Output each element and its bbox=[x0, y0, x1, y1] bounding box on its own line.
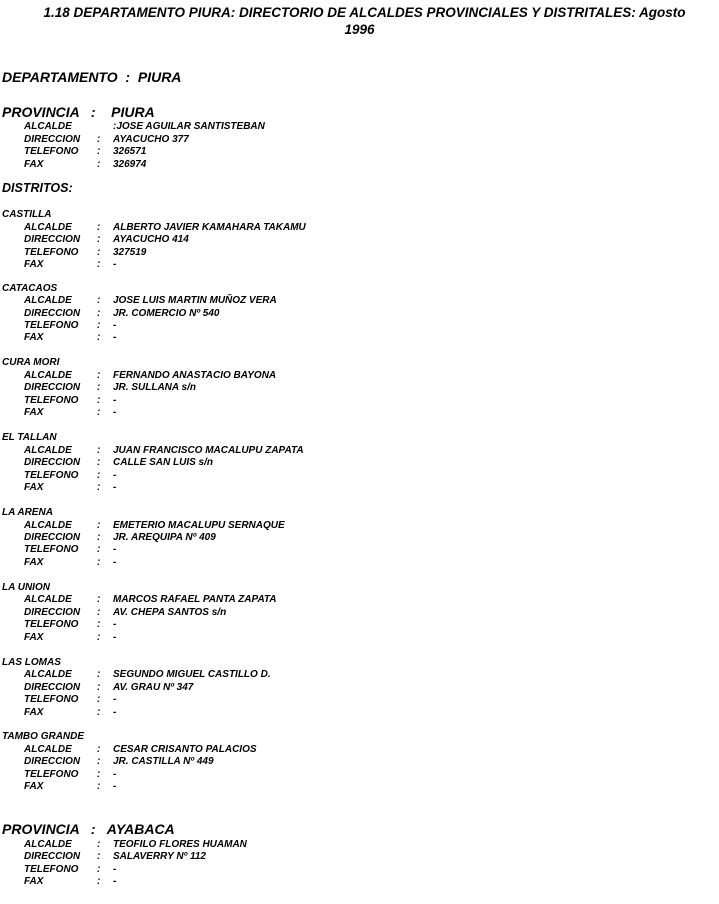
field-value: JR. AREQUIPA Nº 409 bbox=[113, 532, 216, 543]
provincia-ayabaca-heading: PROVINCIA : AYABACA bbox=[2, 821, 175, 837]
field-colon: : bbox=[97, 295, 101, 306]
field-colon: : bbox=[97, 839, 101, 850]
field-value: SEGUNDO MIGUEL CASTILLO D. bbox=[113, 669, 271, 680]
field-label: ALCALDE bbox=[24, 370, 72, 381]
field-value: AV. GRAU Nº 347 bbox=[113, 682, 194, 693]
field-value: 326571 bbox=[113, 146, 147, 157]
field-value: :JOSE AGUILAR SANTISTEBAN bbox=[113, 121, 265, 132]
field-value: - bbox=[113, 470, 117, 481]
field-label: ALCALDE bbox=[24, 669, 72, 680]
field-label: FAX bbox=[24, 332, 44, 343]
field-label: TELEFONO bbox=[24, 694, 79, 705]
field-colon: : bbox=[97, 445, 101, 456]
field-value: TEOFILO FLORES HUAMAN bbox=[113, 839, 247, 850]
field-colon: : bbox=[97, 864, 101, 875]
field-value: - bbox=[113, 707, 117, 718]
field-label: FAX bbox=[24, 407, 44, 418]
document-title bbox=[0, 4, 719, 38]
field-label: DIRECCION bbox=[24, 682, 81, 693]
field-colon: : bbox=[97, 756, 101, 767]
field-colon: : bbox=[97, 520, 101, 531]
field-value: - bbox=[113, 544, 117, 555]
field-colon: : bbox=[97, 769, 101, 780]
field-value: - bbox=[113, 632, 117, 643]
field-value: - bbox=[113, 557, 117, 568]
field-value: SALAVERRY Nº 112 bbox=[113, 851, 206, 862]
field-value: EMETERIO MACALUPU SERNAQUE bbox=[113, 520, 285, 531]
field-label: FAX bbox=[24, 557, 44, 568]
field-value: CESAR CRISANTO PALACIOS bbox=[113, 744, 257, 755]
field-label: DIRECCION bbox=[24, 134, 81, 145]
field-label: DIRECCION bbox=[24, 382, 81, 393]
field-label: FAX bbox=[24, 482, 44, 493]
field-value: MARCOS RAFAEL PANTA ZAPATA bbox=[113, 594, 277, 605]
field-value: ALBERTO JAVIER KAMAHARA TAKAMU bbox=[113, 222, 306, 233]
field-colon: : bbox=[97, 382, 101, 393]
field-label: ALCALDE bbox=[24, 295, 72, 306]
field-value: 327519 bbox=[113, 247, 147, 258]
field-colon: : bbox=[97, 781, 101, 792]
field-colon: : bbox=[97, 470, 101, 481]
field-colon: : bbox=[97, 407, 101, 418]
field-label: TELEFONO bbox=[24, 769, 79, 780]
field-label: ALCALDE bbox=[24, 445, 72, 456]
field-colon: : bbox=[97, 146, 101, 157]
field-label: TELEFONO bbox=[24, 864, 79, 875]
field-colon: : bbox=[97, 332, 101, 343]
field-value: AV. CHEPA SANTOS s/n bbox=[113, 607, 227, 618]
field-colon: : bbox=[97, 457, 101, 468]
field-value: JOSE LUIS MARTIN MUÑOZ VERA bbox=[113, 295, 277, 306]
field-value: - bbox=[113, 769, 117, 780]
field-value: JR. COMERCIO Nº 540 bbox=[113, 308, 220, 319]
field-colon: : bbox=[97, 544, 101, 555]
field-colon: : bbox=[97, 234, 101, 245]
distritos-heading: DISTRITOS: bbox=[2, 181, 73, 195]
field-label: ALCALDE bbox=[24, 839, 72, 850]
field-label: TELEFONO bbox=[24, 146, 79, 157]
field-value: JUAN FRANCISCO MACALUPU ZAPATA bbox=[113, 445, 304, 456]
field-label: TELEFONO bbox=[24, 544, 79, 555]
field-label: DIRECCION bbox=[24, 607, 81, 618]
field-colon: : bbox=[97, 876, 101, 887]
district-name: LA ARENA bbox=[2, 507, 53, 518]
field-label: DIRECCION bbox=[24, 851, 81, 862]
field-colon: : bbox=[97, 308, 101, 319]
title-line-2: 1996 bbox=[344, 22, 375, 37]
field-value: - bbox=[113, 864, 117, 875]
field-colon: : bbox=[97, 707, 101, 718]
district-name: LA UNION bbox=[2, 582, 50, 593]
field-colon: : bbox=[97, 744, 101, 755]
title-line-1: 1.18 DEPARTAMENTO PIURA: DIRECTORIO DE ALCALDES PROVINCIALES Y DISTRITALES: Agosto bbox=[43, 5, 686, 20]
field-colon: : bbox=[97, 370, 101, 381]
district-name: CASTILLA bbox=[2, 209, 52, 220]
field-colon: : bbox=[97, 632, 101, 643]
field-colon: : bbox=[97, 247, 101, 258]
field-colon: : bbox=[97, 159, 101, 170]
field-value: - bbox=[113, 619, 117, 630]
field-label: ALCALDE bbox=[24, 520, 72, 531]
field-value: - bbox=[113, 781, 117, 792]
field-value: - bbox=[113, 407, 117, 418]
field-value: AYACUCHO 377 bbox=[113, 134, 189, 145]
district-name: EL TALLAN bbox=[2, 432, 57, 443]
field-label: FAX bbox=[24, 632, 44, 643]
field-value: 326974 bbox=[113, 159, 147, 170]
field-value: AYACUCHO 414 bbox=[113, 234, 189, 245]
field-label: TELEFONO bbox=[24, 619, 79, 630]
field-colon: : bbox=[97, 607, 101, 618]
field-label: ALCALDE bbox=[24, 121, 72, 132]
field-label: DIRECCION bbox=[24, 457, 81, 468]
field-colon: : bbox=[97, 694, 101, 705]
field-colon: : bbox=[97, 669, 101, 680]
field-value: - bbox=[113, 482, 117, 493]
field-label: DIRECCION bbox=[24, 756, 81, 767]
field-colon: : bbox=[97, 134, 101, 145]
field-colon: : bbox=[97, 682, 101, 693]
field-label: TELEFONO bbox=[24, 470, 79, 481]
field-label: DIRECCION bbox=[24, 234, 81, 245]
field-label: DIRECCION bbox=[24, 532, 81, 543]
field-value: - bbox=[113, 320, 117, 331]
field-label: ALCALDE bbox=[24, 594, 72, 605]
field-label: TELEFONO bbox=[24, 247, 79, 258]
field-colon: : bbox=[97, 557, 101, 568]
district-name: CURA MORI bbox=[2, 357, 60, 368]
field-label: FAX bbox=[24, 159, 44, 170]
field-value: FERNANDO ANASTACIO BAYONA bbox=[113, 370, 277, 381]
field-value: JR. CASTILLA Nº 449 bbox=[113, 756, 214, 767]
field-label: ALCALDE bbox=[24, 744, 72, 755]
field-label: FAX bbox=[24, 259, 44, 270]
field-colon: : bbox=[97, 259, 101, 270]
field-value: CALLE SAN LUIS s/n bbox=[113, 457, 214, 468]
field-label: ALCALDE bbox=[24, 222, 72, 233]
field-value: - bbox=[113, 332, 117, 343]
field-colon: : bbox=[97, 395, 101, 406]
district-name: CATACAOS bbox=[2, 283, 58, 294]
field-colon: : bbox=[97, 320, 101, 331]
field-colon: : bbox=[97, 594, 101, 605]
field-label: FAX bbox=[24, 707, 44, 718]
field-label: FAX bbox=[24, 876, 44, 887]
district-name: TAMBO GRANDE bbox=[2, 731, 85, 742]
field-value: - bbox=[113, 395, 117, 406]
field-value: - bbox=[113, 694, 117, 705]
provincia-piura-heading: PROVINCIA : PIURA bbox=[2, 104, 155, 120]
field-label: TELEFONO bbox=[24, 395, 79, 406]
field-colon: : bbox=[97, 851, 101, 862]
departamento-heading: DEPARTAMENTO : PIURA bbox=[2, 69, 182, 85]
district-name: LAS LOMAS bbox=[2, 657, 61, 668]
field-colon: : bbox=[97, 222, 101, 233]
field-label: FAX bbox=[24, 781, 44, 792]
field-label: DIRECCION bbox=[24, 308, 81, 319]
field-value: - bbox=[113, 876, 117, 887]
field-colon: : bbox=[97, 619, 101, 630]
field-label: TELEFONO bbox=[24, 320, 79, 331]
field-colon: : bbox=[97, 482, 101, 493]
field-value: JR. SULLANA s/n bbox=[113, 382, 196, 393]
field-colon: : bbox=[97, 532, 101, 543]
field-value: - bbox=[113, 259, 117, 270]
